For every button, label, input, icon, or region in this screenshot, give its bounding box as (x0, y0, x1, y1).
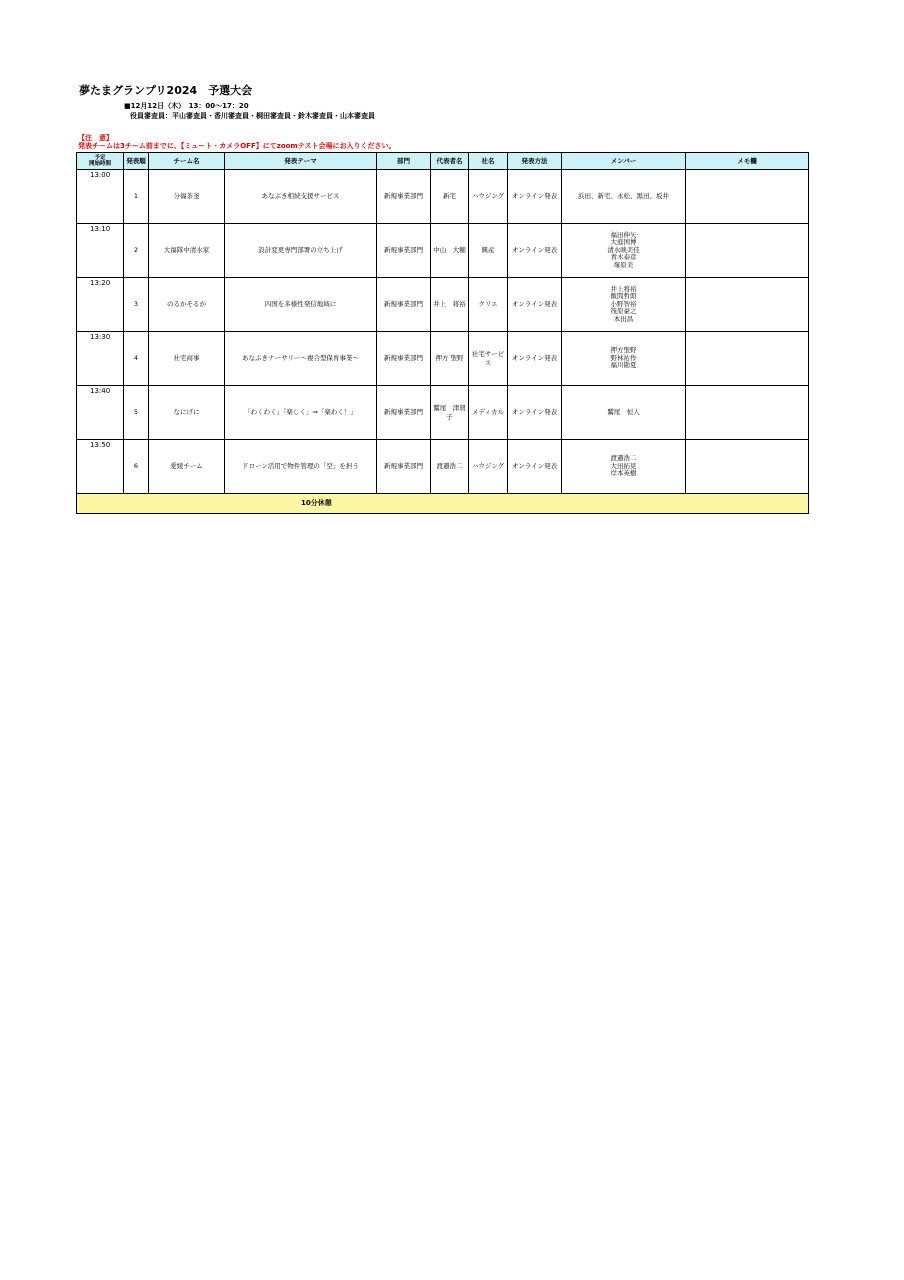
cell-memo[interactable] (686, 278, 809, 332)
cell-team: 社宅商事 (149, 332, 225, 386)
cell-time: 13:50 (77, 440, 124, 494)
cell-order: 5 (124, 386, 149, 440)
header-row (77, 153, 809, 170)
cell-rep: 新宅 (431, 170, 469, 224)
cell-order: 1 (124, 170, 149, 224)
cell-team: なにげに (149, 386, 225, 440)
member-name: 大田拓見 (610, 461, 637, 470)
cell-method: オンライン発表 (508, 386, 562, 440)
note-heading: 【注 意】 (78, 134, 113, 142)
cell-theme: ドローン活用で物件管理の「空」を担う (225, 440, 377, 494)
cell-members (562, 278, 686, 332)
judges-line: 役員審査員：平山審査員・香川審査員・桐田審査員・鈴木審査員・山本審査員 (130, 112, 375, 120)
page-title: 夢たまグランプリ2024 予選大会 (79, 84, 253, 97)
break-label: 10分休憩 (77, 494, 809, 514)
cell-time: 13:20 (77, 278, 124, 332)
cell-order: 2 (124, 224, 149, 278)
member-name: 清水映美佳 (607, 245, 640, 254)
member-name: 筏原豪之 (610, 307, 637, 316)
cell-theme: 「わくわく」「楽しく」⇒「楽わく！」 (225, 386, 377, 440)
cell-company: ハウジング (469, 170, 508, 224)
member-name: 野林祐作 (610, 353, 637, 362)
header-company: 社名 (469, 153, 508, 170)
header-theme: 発表テーマ (225, 153, 377, 170)
table-row (77, 440, 809, 494)
cell-time: 13:30 (77, 332, 124, 386)
cell-method: オンライン発表 (508, 278, 562, 332)
cell-team: のるかそるか (149, 278, 225, 332)
cell-order: 6 (124, 440, 149, 494)
cell-rep: 押方 聖野 (431, 332, 469, 386)
cell-company: ハウジング (469, 440, 508, 494)
cell-rep: 渡邉浩二 (431, 440, 469, 494)
header-team: チーム名 (149, 153, 225, 170)
cell-team: 愛媛チーム (149, 440, 225, 494)
cell-memo[interactable] (686, 332, 809, 386)
member-name: 鷲尾 恒人 (607, 407, 640, 416)
cell-rep: 中山 大輔 (431, 224, 469, 278)
event-date: ■12月12日（木） 13：00～17：20 (124, 102, 249, 110)
cell-members (562, 386, 686, 440)
header-memo: メモ欄 (686, 153, 809, 170)
cell-theme: あなぶき相続支援サービス (225, 170, 377, 224)
cell-order: 3 (124, 278, 149, 332)
header-members: メンバー (562, 153, 686, 170)
cell-theme: 設計変更専門部署の立ち上げ (225, 224, 377, 278)
cell-time: 13:00 (77, 170, 124, 224)
member-name: 大庭国博 (610, 238, 637, 247)
cell-order: 4 (124, 332, 149, 386)
cell-members (562, 332, 686, 386)
table-row (77, 170, 809, 224)
member-name: 福田伸矢 (610, 230, 637, 239)
cell-rep: 井上 将裕 (431, 278, 469, 332)
cell-memo[interactable] (686, 440, 809, 494)
header-dept: 部門 (377, 153, 431, 170)
header-rep: 代表者名 (431, 153, 469, 170)
cell-company: 興産 (469, 224, 508, 278)
cell-method: オンライン発表 (508, 440, 562, 494)
table-row (77, 224, 809, 278)
member-name: 井上将裕 (610, 284, 637, 293)
header-method: 発表方法 (508, 153, 562, 170)
cell-members (562, 440, 686, 494)
cell-time: 13:40 (77, 386, 124, 440)
cell-memo[interactable] (686, 170, 809, 224)
cell-dept: 新規事業部門 (377, 278, 431, 332)
member-name: 福川勘夏 (610, 361, 637, 370)
cell-method: オンライン発表 (508, 170, 562, 224)
cell-memo[interactable] (686, 224, 809, 278)
cell-rep: 鷲尾 津賀子 (431, 386, 469, 440)
table-row (77, 278, 809, 332)
cell-dept: 新規事業部門 (377, 332, 431, 386)
header-time-bottom: 開始時間 (88, 161, 111, 167)
cell-company: クリエ (469, 278, 508, 332)
member-name: 塚原美 (613, 260, 634, 269)
cell-method: オンライン発表 (508, 332, 562, 386)
cell-members (562, 170, 686, 224)
cell-theme: 四国を多様性発信地域に (225, 278, 377, 332)
cell-members (562, 224, 686, 278)
member-name: 押方聖野 (610, 346, 637, 355)
member-name: 渡邉浩二 (610, 454, 637, 463)
schedule-table (76, 152, 809, 514)
cell-dept: 新規事業部門 (377, 440, 431, 494)
cell-dept: 新規事業部門 (377, 224, 431, 278)
member-name: 青木泰彦 (610, 253, 637, 262)
header-order: 発表順 (124, 153, 149, 170)
table-row (77, 332, 809, 386)
member-name: 岸本英樹 (610, 469, 637, 478)
cell-method: オンライン発表 (508, 224, 562, 278)
note-body: 発表チームは3チーム前までに、【ミュート・カメラOFF】にてzoomテスト会場にお入りください。 (78, 142, 396, 150)
cell-team: 大福隊中清水家 (149, 224, 225, 278)
member-name: 浜田、新宅、永松、黒田、坂井 (578, 191, 669, 200)
member-name: 飯間哲朗 (610, 292, 637, 301)
cell-company: 社宅サービス (469, 332, 508, 386)
break-row (77, 494, 809, 514)
table-row (77, 386, 809, 440)
header-time (77, 153, 124, 170)
cell-team: 分福茶釜 (149, 170, 225, 224)
cell-dept: 新規事業部門 (377, 170, 431, 224)
member-name: 小野智裕 (610, 299, 637, 308)
cell-theme: あなぶきナーサリー～複合型保育事業～ (225, 332, 377, 386)
cell-dept: 新規事業部門 (377, 386, 431, 440)
header-time-top: 予定 (94, 154, 106, 161)
cell-company: メディカル (469, 386, 508, 440)
member-name: 本田昌 (613, 314, 634, 323)
cell-memo[interactable] (686, 386, 809, 440)
cell-time: 13:10 (77, 224, 124, 278)
